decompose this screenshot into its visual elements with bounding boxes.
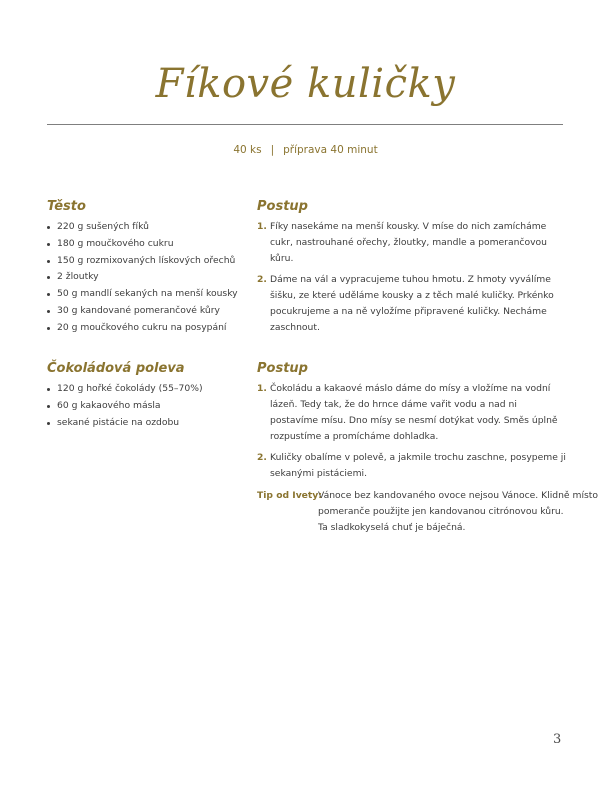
bullet-icon — [47, 310, 50, 313]
ingredient-item — [47, 303, 238, 320]
bullet-icon — [47, 226, 50, 229]
ingredient-text: sekané pistácie na ozdobu — [57, 416, 180, 428]
step-number: 1. — [257, 383, 267, 394]
ingredient-item — [47, 415, 203, 432]
ingredient-text: 220 g sušených fíků — [57, 221, 149, 232]
title-divider — [47, 124, 563, 125]
ingredient-text: 20 g moučkového cukru na posypání — [57, 321, 227, 333]
step-text: Kuličky obalíme v polevě, a jakmile trochu zaschne, posypeme ji sekanými pistáciemi. — [270, 452, 566, 479]
dough-steps-list — [257, 219, 557, 341]
bullet-icon — [47, 422, 50, 425]
tip-line: Vánoce bez kandovaného ovoce nejsou Vánoce. Klidně místo — [318, 490, 599, 501]
ingredient-text: 150 g rozmixovaných lískových ořechů — [57, 254, 236, 266]
step-item — [257, 381, 567, 445]
tip-box — [257, 488, 599, 536]
recipe-title: Fíkové kuličky — [155, 61, 456, 107]
ingredient-text: 120 g hořké čokolády (55–70%) — [57, 383, 203, 394]
tip-line: Ta sladkokyselá chuť je báječná. — [318, 522, 466, 533]
bullet-icon — [47, 405, 50, 408]
recipe-prep-time: příprava 40 minut — [283, 144, 378, 156]
ingredient-text: 50 g mandlí sekaných na menší kousky — [57, 288, 238, 300]
ingredient-item — [47, 253, 238, 270]
dough-steps-title: Postup — [257, 199, 308, 214]
ingredient-item — [47, 269, 238, 286]
ingredient-text: 2 žloutky — [57, 271, 99, 283]
glaze-steps-title: Postup — [257, 361, 308, 376]
ingredient-item — [47, 236, 238, 253]
ingredient-text: 60 g kakaového másla — [57, 399, 161, 411]
tip-line: pomeranče použijte jen kandovanou citrónovou kůru. — [318, 506, 564, 517]
ingredient-item — [47, 398, 203, 415]
glaze-section-title: Čokoládová poleva — [47, 361, 185, 376]
tip-label: Tip od Ivety: — [257, 490, 322, 501]
recipe-meta — [0, 142, 611, 158]
bullet-icon — [47, 327, 50, 330]
recipe-yield: 40 ks — [233, 144, 262, 156]
step-item — [257, 219, 557, 267]
ingredient-item — [47, 320, 238, 337]
glaze-ingredients-list — [47, 381, 203, 431]
bullet-icon — [47, 276, 50, 279]
ingredient-item — [47, 381, 203, 398]
step-item — [257, 450, 567, 482]
glaze-steps-list — [257, 381, 567, 487]
dough-ingredients-list — [47, 219, 238, 337]
page-number: 3 — [553, 732, 562, 747]
ingredient-text: 30 g kandované pomerančové kůry — [57, 304, 220, 316]
step-number: 2. — [257, 452, 267, 463]
ingredient-item — [47, 286, 238, 303]
step-text: Čokoládu a kakaové máslo dáme do mísy a vložíme na vodní lázeň. Tedy tak, že do hrnce dáme vařit vodu a nad ni postavíme mísu. Dno mísy se nesmí dotýkat vody. Směs úplně rozpustíme a promícháme dohladka. — [270, 383, 558, 442]
step-number: 2. — [257, 274, 267, 285]
bullet-icon — [47, 243, 50, 246]
bullet-icon — [47, 293, 50, 296]
step-text: Fíky nasekáme na menší kousky. V míse do nich zamícháme cukr, nastrouhané ořechy, žloutky, mandle a pomerančovou kůru. — [270, 221, 547, 264]
tip-text — [318, 488, 599, 536]
step-item — [257, 272, 557, 336]
meta-separator: | — [270, 144, 275, 156]
bullet-icon — [47, 260, 50, 263]
ingredient-text: 180 g moučkového cukru — [57, 237, 174, 249]
step-number: 1. — [257, 221, 267, 232]
bullet-icon — [47, 388, 50, 391]
ingredient-item — [47, 219, 238, 236]
dough-section-title: Těsto — [47, 199, 86, 214]
step-text: Dáme na vál a vypracujeme tuhou hmotu. Z hmoty vyválíme šišku, ze které uděláme kousky a z těch malé kuličky. Prkénko pocukrujeme a na ně vyložíme připravené kuličky. Necháme zaschnout. — [270, 274, 554, 333]
